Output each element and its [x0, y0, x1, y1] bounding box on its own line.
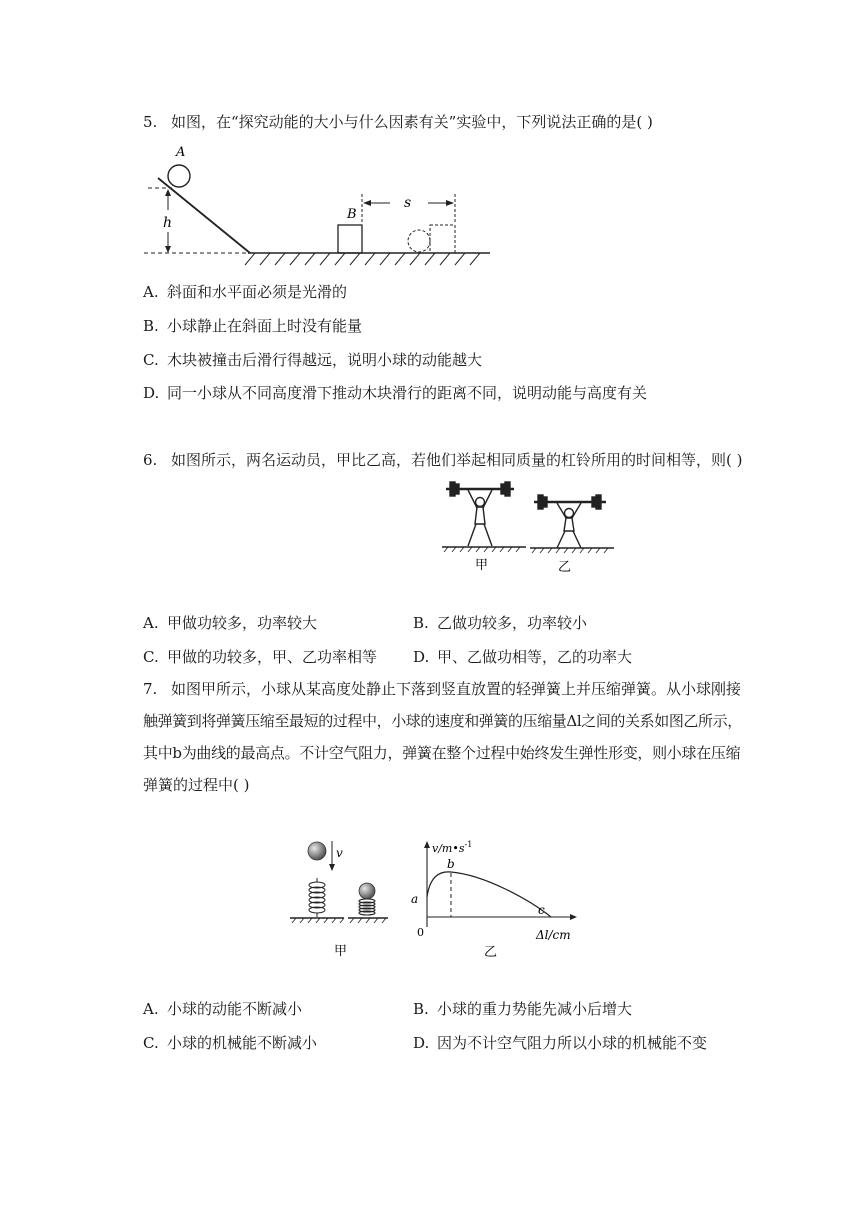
q7-option-a[interactable] — [143, 998, 302, 1019]
q6-option-b-letter: B. — [413, 614, 429, 632]
q7-point-c: c — [538, 903, 545, 917]
q7-stem — [143, 673, 753, 801]
q7-figure-jia — [282, 832, 392, 962]
q5-s-arrowhead-left — [363, 200, 371, 206]
q7-label-v: v — [336, 846, 343, 860]
q7-option-b[interactable] — [413, 998, 632, 1019]
q7-option-d-letter: D. — [413, 1034, 430, 1052]
q7-stem-line-1: 7. 如图甲所示，小球从某高度处静止下落到竖直放置的轻弹簧上并压缩弹簧。从小球刚接 — [143, 673, 753, 705]
q5-option-a[interactable] — [143, 281, 347, 302]
q5-label-a: A — [176, 145, 186, 160]
q6-lifter-yi — [534, 495, 606, 548]
q6-option-b-text: 乙做功较多，功率较小 — [437, 614, 588, 632]
q7-hatch-right — [350, 918, 386, 923]
q6-option-a[interactable] — [143, 612, 317, 633]
q6-figure — [438, 478, 618, 578]
q7-figure-yi — [405, 835, 585, 965]
q5-number: 5. — [143, 113, 158, 131]
q5-option-d-letter: D. — [143, 384, 160, 402]
q7-option-c-text: 小球的机械能不断减小 — [167, 1034, 318, 1052]
q7-velocity-curve — [427, 872, 551, 917]
q7-ball-on-spring — [359, 883, 375, 899]
q5-ball-final — [408, 230, 430, 252]
q7-point-a: a — [411, 892, 419, 906]
q5-block-b — [338, 225, 362, 253]
q7-option-b-text: 小球的重力势能先减小后增大 — [437, 1000, 633, 1018]
q5-s-arrowhead-right — [446, 200, 454, 206]
q5-option-d[interactable] — [143, 382, 647, 403]
q5-figure — [140, 140, 500, 270]
q7-number: 7. — [143, 680, 158, 698]
q7-stem-line-4: 弹簧的过程中( ) — [143, 776, 250, 794]
q5-h-arrowhead-down — [165, 246, 171, 253]
q7-stem-line-2: 触弹簧到将弹簧压缩至最短的过程中，小球的速度和弹簧的压缩量Δl之间的关系如图乙所示， — [143, 712, 742, 730]
q5-label-h: h — [163, 215, 173, 231]
q7-label-yi: 乙 — [484, 945, 498, 960]
q7-x-axis-arrowhead — [570, 914, 577, 920]
q7-option-d[interactable] — [413, 1032, 707, 1053]
q6-option-d-letter: D. — [413, 648, 430, 666]
q5-stem-text: 如图，在“探究动能的大小与什么因素有关”实验中，下列说法正确的是( ) — [171, 113, 653, 131]
q5-option-b[interactable] — [143, 315, 362, 336]
q6-label-yi: 乙 — [558, 560, 572, 575]
q5-h-arrowhead-up — [165, 189, 171, 196]
q7-spring-long — [309, 878, 325, 917]
q7-y-axis-label: $v/m•s^{-1}$ — [432, 840, 473, 855]
q7-hatch-left — [292, 918, 344, 923]
q5-option-c[interactable] — [143, 349, 482, 370]
q7-y-axis-arrowhead — [424, 841, 430, 848]
q5-ground-hatch — [245, 253, 480, 265]
q7-option-a-text: 小球的动能不断减小 — [167, 1000, 303, 1018]
q6-option-c-text: 甲做的功较多，甲、乙功率相等 — [167, 648, 378, 666]
q7-option-b-letter: B. — [413, 1000, 429, 1018]
q7-point-b: b — [447, 857, 455, 871]
q7-falling-ball — [308, 842, 326, 860]
q7-velocity-arrowhead — [329, 864, 335, 871]
q7-option-c[interactable] — [143, 1032, 317, 1053]
q6-label-jia: 甲 — [475, 558, 489, 573]
q6-option-d[interactable] — [413, 646, 632, 667]
q5-option-a-text: 斜面和水平面必须是光滑的 — [167, 283, 348, 301]
q6-option-b[interactable] — [413, 612, 587, 633]
q6-hatch-yi — [532, 548, 608, 553]
q7-label-jia: 甲 — [334, 944, 348, 959]
q5-option-d-text: 同一小球从不同高度滑下推动木块滑行的距离不同，说明动能与高度有关 — [167, 384, 648, 402]
q7-origin-label: 0 — [417, 926, 424, 939]
q5-option-c-text: 木块被撞击后滑行得越远，说明小球的动能越大 — [167, 351, 483, 369]
q5-label-s: s — [404, 195, 412, 211]
q5-option-b-letter: B. — [143, 317, 159, 335]
q6-option-a-letter: A. — [143, 614, 159, 632]
q6-hatch-jia — [444, 547, 520, 552]
q5-option-a-letter: A. — [143, 283, 159, 301]
q6-lifter-jia — [446, 482, 514, 546]
q6-option-a-text: 甲做功较多，功率较大 — [167, 614, 318, 632]
q5-block-final — [430, 225, 455, 253]
q6-stem — [143, 444, 742, 476]
q7-option-d-text: 因为不计空气阻力所以小球的机械能不变 — [437, 1034, 708, 1052]
q7-option-a-letter: A. — [143, 1000, 159, 1018]
q7-option-c-letter: C. — [143, 1034, 159, 1052]
q6-number: 6. — [143, 451, 158, 469]
q5-stem — [143, 106, 653, 138]
q7-x-axis-label: Δl/cm — [536, 928, 571, 942]
q7-spring-compressed — [359, 899, 375, 915]
q5-option-c-letter: C. — [143, 351, 159, 369]
q6-option-d-text: 甲、乙做功相等，乙的功率大 — [437, 648, 633, 666]
q6-option-c-letter: C. — [143, 648, 159, 666]
q6-option-c[interactable] — [143, 646, 377, 667]
q5-option-b-text: 小球静止在斜面上时没有能量 — [167, 317, 363, 335]
q5-ball-a — [168, 165, 190, 187]
q5-label-b: B — [347, 207, 357, 222]
q6-stem-text: 如图所示，两名运动员，甲比乙高，若他们举起相同质量的杠铃所用的时间相等，则( ) — [171, 451, 743, 469]
q7-stem-line-3: 其中b为曲线的最高点。不计空气阻力，弹簧在整个过程中始终发生弹性形变，则小球在压缩 — [143, 744, 741, 762]
